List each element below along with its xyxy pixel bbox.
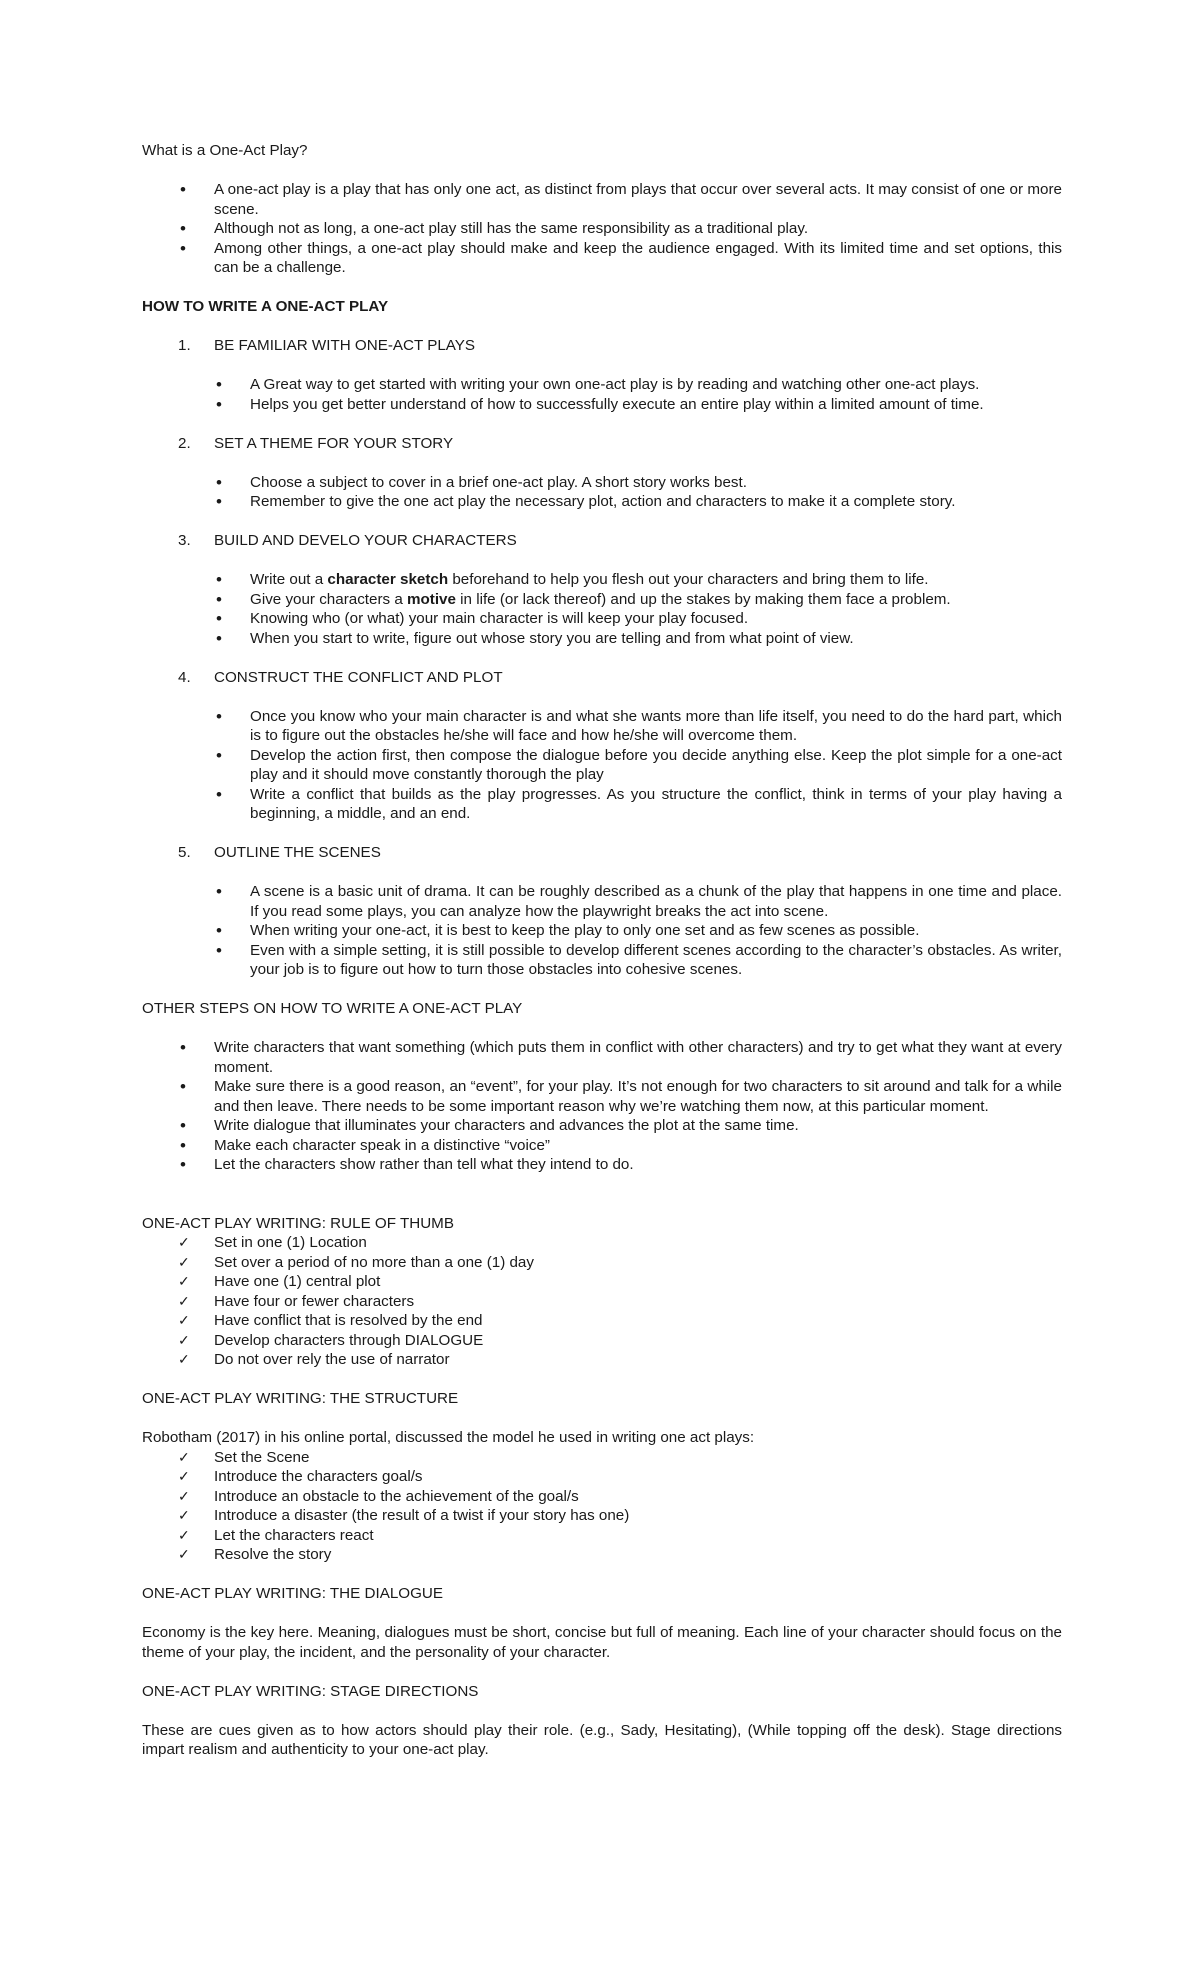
step-title: CONSTRUCT THE CONFLICT AND PLOT xyxy=(214,668,503,686)
checklist-item: ✓ Introduce a disaster (the result of a twist if your story has one) xyxy=(178,1507,630,1524)
intro-bullet-list xyxy=(142,180,1062,278)
step-bullet: • A scene is a basic unit of drama. It can be roughly described as a chunk of the play that happens in one time and place. If you read some plays, you can analyze how the playwright breaks the act into scene. xyxy=(250,882,1062,921)
step-2-title xyxy=(142,434,1062,454)
step-title: SET A THEME FOR YOUR STORY xyxy=(214,434,454,452)
step-5-bullets xyxy=(142,882,1062,980)
checklist-item: ✓ Set in one (1) Location xyxy=(178,1234,367,1251)
checklist-item: ✓ Set the Scene xyxy=(178,1448,310,1466)
step-number: 3. xyxy=(178,532,191,549)
check-icon: ✓ xyxy=(178,1526,190,1543)
structure-list xyxy=(142,1448,1062,1565)
other-step-bullet: • Make each character speak in a distinctive “voice” xyxy=(214,1136,1062,1156)
check-icon: ✓ xyxy=(178,1546,190,1562)
step-bullet: • Write out a character sketch beforehand to help you flesh out your characters and bring them to life. xyxy=(250,570,1062,590)
checklist-item: ✓ Let the characters react xyxy=(178,1526,374,1544)
step-4-title xyxy=(142,668,1062,688)
step-bullet: • Develop the action first, then compose the dialogue before you decide anything else. Keep the plot simple for a one-act play and it should move constantly thorough the play xyxy=(250,746,1062,785)
other-step-bullet: • Let the characters show rather than tell what they intend to do. xyxy=(214,1155,1062,1175)
step-3-title xyxy=(142,531,1062,551)
step-bullet: • When writing your one-act, it is best to keep the play to only one set and as few scenes as possible. xyxy=(250,921,1062,941)
check-icon: ✓ xyxy=(178,1292,190,1309)
step-number: 2. xyxy=(178,434,191,452)
step-4-bullets xyxy=(142,707,1062,824)
step-bullet: • Remember to give the one act play the necessary plot, action and characters to make it a complete story. xyxy=(250,492,1062,512)
step-3-bullets xyxy=(142,570,1062,648)
dialogue-paragraph: Economy is the key here. Meaning, dialogues must be short, concise but full of meaning. Each line of your character should focus on the theme of your play, the incident, and the personality of your character. xyxy=(142,1624,1062,1661)
howto-heading-text: HOW TO WRITE A ONE-ACT PLAY xyxy=(142,298,389,315)
checklist-item: ✓ Do not over rely the use of narrator xyxy=(178,1351,450,1368)
checklist-item: ✓ Resolve the story xyxy=(178,1546,332,1563)
checklist-item: ✓ Have conflict that is resolved by the end xyxy=(178,1312,483,1329)
check-icon: ✓ xyxy=(178,1234,190,1250)
rule-of-thumb-heading: ONE-ACT PLAY WRITING: RULE OF THUMB xyxy=(142,1214,454,1232)
stage-directions-heading: ONE-ACT PLAY WRITING: STAGE DIRECTIONS xyxy=(142,1682,479,1700)
check-icon: ✓ xyxy=(178,1253,190,1270)
structure-heading: ONE-ACT PLAY WRITING: THE STRUCTURE xyxy=(142,1390,459,1407)
step-number: 4. xyxy=(178,668,191,686)
dialogue-heading: ONE-ACT PLAY WRITING: THE DIALOGUE xyxy=(142,1585,443,1602)
structure-intro: Robotham (2017) in his online portal, discussed the model he used in writing one act plays: xyxy=(142,1429,755,1446)
checklist-item: ✓ Have one (1) central plot xyxy=(178,1273,381,1290)
step-bullet: • Helps you get better understand of how to successfully execute an entire play within a limited amount of time. xyxy=(250,395,1062,415)
step-title: BUILD AND DEVELO YOUR CHARACTERS xyxy=(214,532,517,549)
howto-heading xyxy=(142,297,1062,317)
check-icon: ✓ xyxy=(178,1487,190,1504)
step-title: OUTLINE THE SCENES xyxy=(214,844,381,861)
check-icon: ✓ xyxy=(178,1507,190,1523)
other-steps-heading: OTHER STEPS ON HOW TO WRITE A ONE-ACT PLAY xyxy=(142,1000,523,1017)
motive-term: motive xyxy=(407,590,456,608)
check-icon: ✓ xyxy=(178,1312,190,1328)
intro-bullet: • Although not as long, a one-act play still has the same responsibility as a traditional play. xyxy=(214,219,1062,239)
other-step-bullet: • Make sure there is a good reason, an “event”, for your play. It’s not enough for two characters to sit around and talk for a while and then leave. There needs to be some important reason why we’re watching them now, at this particular moment. xyxy=(214,1077,1062,1116)
checklist-item: ✓ Set over a period of no more than a one (1) day xyxy=(178,1253,534,1271)
check-icon: ✓ xyxy=(178,1468,190,1484)
check-icon: ✓ xyxy=(178,1273,190,1289)
step-5-title xyxy=(142,843,1062,863)
character-sketch-term: character sketch xyxy=(327,571,449,588)
step-2-bullets xyxy=(142,473,1062,512)
step-1-title xyxy=(142,336,1062,356)
checklist-item: ✓ Introduce an obstacle to the achievement of the goal/s xyxy=(178,1487,579,1505)
stage-directions-paragraph: These are cues given as to how actors should play their role. (e.g., Sady, Hesitating), (While topping off the desk). Stage directions impart realism and authenticity to your one-act play. xyxy=(142,1721,1062,1758)
intro-heading: What is a One-Act Play? xyxy=(142,142,308,159)
check-icon: ✓ xyxy=(178,1331,190,1348)
checklist-item: ✓ Develop characters through DIALOGUE xyxy=(178,1331,484,1349)
step-bullet: • Even with a simple setting, it is still possible to develop different scenes according to the character’s obstacles. As writer, your job is to figure out how to turn those obstacles into cohesive scenes. xyxy=(250,941,1062,980)
intro-bullet: • Among other things, a one-act play should make and keep the audience engaged. With its limited time and set options, this can be a challenge. xyxy=(214,239,1062,278)
step-1-bullets xyxy=(142,375,1062,414)
step-bullet: • Write a conflict that builds as the play progresses. As you structure the conflict, think in terms of your play having a beginning, a middle, and an end. xyxy=(250,785,1062,824)
step-bullet: • Once you know who your main character is and what she wants more than life itself, you need to do the hard part, which is to figure out the obstacles he/she will face and how he/she will overcome them. xyxy=(250,707,1062,746)
check-icon: ✓ xyxy=(178,1448,190,1465)
other-steps-bullets xyxy=(142,1038,1062,1175)
step-bullet: • When you start to write, figure out whose story you are telling and from what point of view. xyxy=(250,629,1062,649)
rule-of-thumb-list xyxy=(142,1233,1062,1370)
step-bullet: • A Great way to get started with writing your own one-act play is by reading and watching other one-act plays. xyxy=(250,375,1062,395)
other-step-bullet: • Write characters that want something (which puts them in conflict with other characters) and try to get what they want at every moment. xyxy=(214,1038,1062,1077)
step-title: BE FAMILIAR WITH ONE-ACT PLAYS xyxy=(214,337,476,354)
step-number: 5. xyxy=(178,844,191,861)
document-page xyxy=(142,141,1062,1760)
check-icon: ✓ xyxy=(178,1351,190,1367)
intro-bullet: • A one-act play is a play that has only one act, as distinct from plays that occur over several acts. It may consist of one or more scene. xyxy=(214,180,1062,219)
checklist-item: ✓ Have four or fewer characters xyxy=(178,1292,415,1310)
step-number: 1. xyxy=(178,337,191,354)
checklist-item: ✓ Introduce the characters goal/s xyxy=(178,1468,423,1485)
step-bullet: • Knowing who (or what) your main character is will keep your play focused. xyxy=(250,609,1062,629)
step-bullet: • Choose a subject to cover in a brief one-act play. A short story works best. xyxy=(250,473,1062,493)
other-step-bullet: • Write dialogue that illuminates your characters and advances the plot at the same time. xyxy=(214,1116,1062,1136)
step-bullet: • Give your characters a motive in life (or lack thereof) and up the stakes by making them face a problem. xyxy=(250,590,1062,610)
